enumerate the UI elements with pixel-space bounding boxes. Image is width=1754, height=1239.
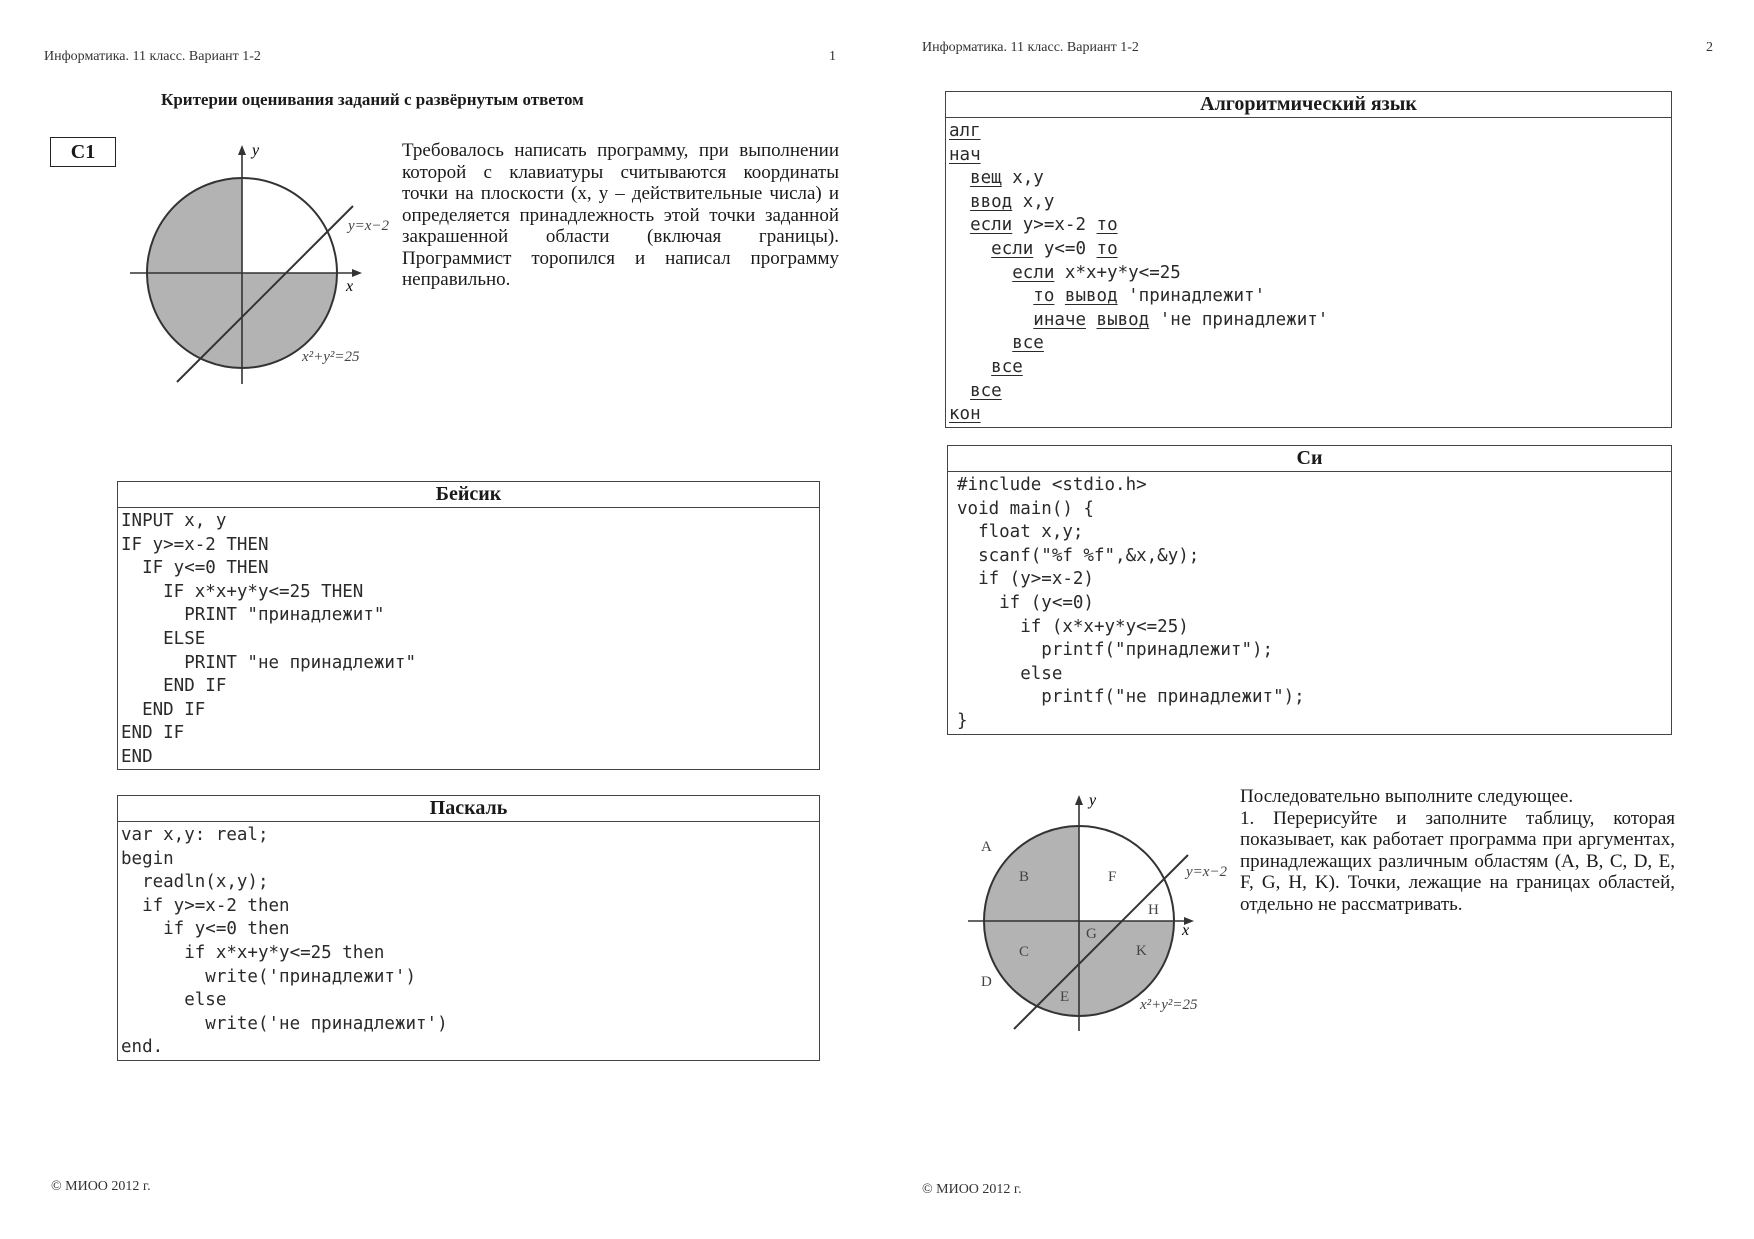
code-line: if (y<=0) (957, 592, 1094, 613)
code-line: PRINT "не принадлежит" (121, 652, 417, 673)
page1-header: Информатика. 11 класс. Вариант 1-2 (44, 49, 261, 64)
code-line: все (970, 380, 1002, 401)
code-line: алг (949, 121, 981, 141)
pascal-title: Паскаль (118, 796, 819, 822)
circle-label: x²+y²=25 (1140, 997, 1198, 1013)
code-line: if y>=x-2 then (121, 895, 290, 916)
y-axis-arrow (1075, 795, 1083, 805)
code-line: if (x*x+y*y<=25) (957, 616, 1189, 637)
instructions (1240, 786, 1675, 915)
line-label: y=x−2 (348, 218, 390, 234)
code-line: END IF (121, 723, 185, 744)
page1-footer: © МИОО 2012 г. (51, 1179, 151, 1194)
code-line: END (121, 746, 153, 767)
code-line: все (991, 356, 1023, 377)
code-line: end. (121, 1037, 164, 1058)
shaded-region (980, 821, 1180, 1025)
x-axis-label: x (346, 278, 354, 295)
region-figure-labeled (960, 785, 1250, 1035)
region-label-b: B (1019, 869, 1030, 885)
code-line: var x,y: real; (121, 825, 269, 845)
code-line: write('принадлежит') (121, 966, 417, 987)
code-line: readln(x,y); (121, 872, 269, 893)
code-line: если y>=x-2 то (970, 215, 1118, 236)
task-text: Требовалось написать программу, при выполнении которой с клавиатуры считываются координаты точки на плоскости (x, y – действительные числа) и определяется принадлежность этой точки заданной закрашенной области (включая границы). Программист торопился и написал программу неправильно. (402, 140, 839, 290)
c-title: Си (948, 446, 1671, 472)
code-line: else (957, 663, 1063, 684)
c-code-box (947, 445, 1672, 735)
alg-title: Алгоритмический язык (946, 92, 1671, 118)
code-line: если x*x+y*y<=25 (1012, 262, 1181, 283)
code-line: scanf("%f %f",&x,&y); (957, 545, 1200, 566)
page2-number: 2 (1706, 40, 1713, 55)
basic-title: Бейсик (118, 482, 819, 508)
code-line: ввод x,y (970, 191, 1055, 212)
pascal-code-box (117, 795, 820, 1061)
line-label: y=x−2 (1186, 864, 1228, 880)
region-label-c: C (1019, 944, 1030, 960)
code-line: printf("не принадлежит"); (957, 687, 1305, 708)
x-axis-arrow (352, 269, 362, 277)
basic-code-box (117, 481, 820, 770)
code-line: } (957, 710, 968, 731)
code-line: IF x*x+y*y<=25 THEN (121, 581, 364, 602)
code-line: кон (949, 404, 981, 425)
code-line: if (y>=x-2) (957, 569, 1094, 590)
c-code (948, 472, 1671, 736)
y-axis-label: y (1089, 792, 1097, 809)
instructions-item-1: 1. Перерисуйте и заполните таблицу, которая показывает, как работает программа при аргументах, принадлежащих различным областям (A, B, C, D, E, F, G, H, K). Точки, лежащие на границах областей, отдельно не рассматривать. (1240, 807, 1675, 915)
code-line: if y<=0 then (121, 919, 290, 940)
page1-number: 1 (829, 49, 836, 64)
code-line: write('не принадлежит') (121, 1013, 448, 1034)
code-line: ELSE (121, 628, 206, 649)
task-label: C1 (50, 137, 116, 167)
code-line: вещ x,y (970, 168, 1044, 189)
code-line: begin (121, 848, 174, 869)
region-figure (120, 135, 420, 390)
code-line: void main() { (957, 498, 1094, 519)
region-label-e: E (1060, 989, 1070, 1005)
code-line: if x*x+y*y<=25 then (121, 942, 385, 963)
region-label-g: G (1086, 926, 1097, 942)
code-line: INPUT x, y (121, 511, 227, 531)
pascal-code (118, 822, 819, 1062)
region-label-h: H (1148, 902, 1159, 918)
code-line: END IF (121, 676, 227, 697)
region-label-d: D (981, 974, 992, 990)
code-line: printf("принадлежит"); (957, 640, 1274, 661)
basic-code (118, 508, 819, 772)
region-label-k: K (1136, 943, 1147, 959)
code-line: #include <stdio.h> (957, 475, 1147, 495)
code-line: IF y<=0 THEN (121, 558, 269, 579)
region-label-f: F (1108, 869, 1117, 885)
page-title: Критерии оценивания заданий с развёрнутым ответом (161, 90, 584, 109)
page2-header: Информатика. 11 класс. Вариант 1-2 (922, 40, 1139, 55)
code-line: END IF (121, 699, 206, 720)
x-axis-label: x (1182, 922, 1190, 939)
circle-label: x²+y²=25 (302, 349, 360, 365)
instructions-intro: Последовательно выполните следующее. (1240, 786, 1574, 807)
y-axis-arrow (238, 145, 246, 155)
page2-footer: © МИОО 2012 г. (922, 1182, 1022, 1197)
code-line: PRINT "принадлежит" (121, 605, 385, 626)
code-line: если y<=0 то (991, 238, 1118, 259)
code-line: то вывод 'принадлежит' (1033, 286, 1266, 307)
code-line: float x,y; (957, 522, 1084, 543)
region-label-a: A (981, 839, 992, 855)
code-line: else (121, 990, 227, 1011)
code-line: иначе вывод 'не принадлежит' (1033, 309, 1329, 330)
alg-code (946, 118, 1671, 429)
y-axis-label: y (252, 142, 260, 159)
alg-code-box (945, 91, 1672, 428)
code-line: IF y>=x-2 THEN (121, 534, 269, 555)
code-line: все (1012, 333, 1044, 354)
code-line: нач (949, 144, 981, 165)
